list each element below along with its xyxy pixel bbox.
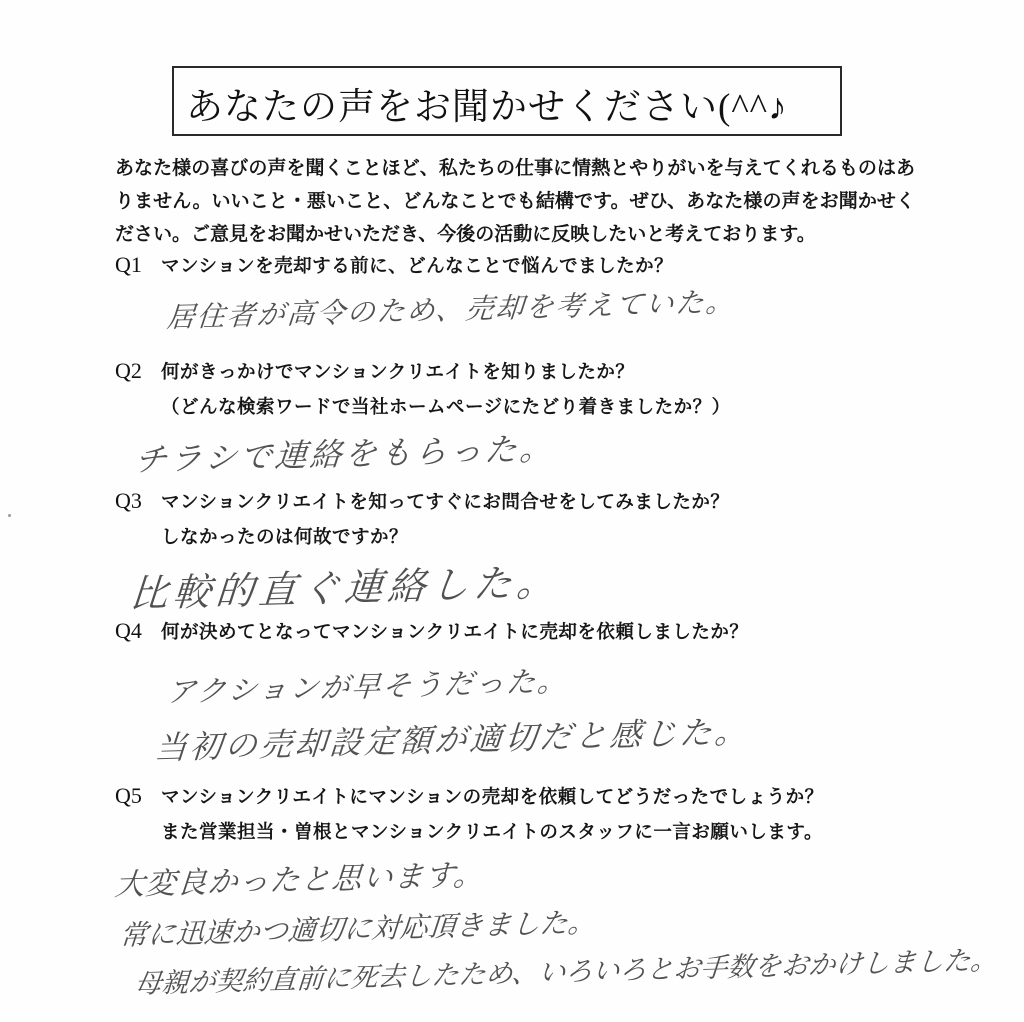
question-text: マンションを売却する前に、どんなことで悩んでましたか？ xyxy=(161,255,674,276)
scan-artifact-dot xyxy=(8,514,11,517)
handwritten-answer: アクションが早そうだった。 xyxy=(165,663,570,710)
handwritten-answer: 母親が契約直前に死去したため、いろいろとお手数をおかけしました。 xyxy=(133,944,999,1001)
question-text: マンションクリエイトにマンションの売却を依頼してどうだったでしょうか？ xyxy=(161,786,824,807)
question-row xyxy=(115,358,995,384)
question-label: Q3 xyxy=(115,488,142,513)
question-text: 何がきっかけでマンションクリエイトを知りましたか？ xyxy=(161,361,635,382)
question-block-q2 xyxy=(115,358,995,481)
title-box xyxy=(172,66,842,136)
handwritten-answer: 大変良かったと思います。 xyxy=(113,857,486,904)
question-label: Q2 xyxy=(115,358,142,383)
question-subtext: また営業担当・曽根とマンションクリエイトのスタッフに一言お願いします。 xyxy=(161,821,823,842)
question-subtext: しなかったのは何故ですか？ xyxy=(161,526,409,547)
question-row xyxy=(115,488,995,514)
question-label: Q5 xyxy=(115,783,142,808)
question-block-q5 xyxy=(113,783,999,1001)
question-text: マンションクリエイトを知ってすぐにお問合せをしてみましたか？ xyxy=(161,491,730,512)
question-label: Q1 xyxy=(115,252,142,277)
question-row xyxy=(115,618,995,644)
intro-paragraph: あなた様の喜びの声を聞くことほど、私たちの仕事に情熱とやりがいを与えてくれるものはありません。いいこと・悪いこと、どんなことでも結構です。ぜひ、あなた様の声をお聞かせください。ご意見をお聞かせいただき、今後の活動に反映したいと考えております。 xyxy=(115,158,915,245)
handwritten-answer: 比較的直ぐ連絡した。 xyxy=(128,559,562,617)
handwritten-answer: チラシで連絡をもらった。 xyxy=(133,429,557,480)
question-row xyxy=(115,252,995,278)
handwritten-answer: 当初の売却設定額が適切だと感じた。 xyxy=(153,712,752,768)
question-label: Q4 xyxy=(115,618,142,643)
question-block-q3 xyxy=(115,488,995,618)
question-text: 何が決めてとなってマンションクリエイトに売却を依頼しましたか？ xyxy=(161,621,749,642)
handwritten-answer: 居住者が高令のため、売却を考えていた。 xyxy=(165,285,737,335)
question-block-q1 xyxy=(115,252,995,336)
handwritten-answer: 常に迅速かつ適切に対応頂きました。 xyxy=(118,905,597,953)
page-title: あなたの声をお聞かせください(^^♪ xyxy=(186,87,788,128)
question-subtext: （どんな検索ワードで当社ホームページにたどり着きましたか？） xyxy=(161,396,731,417)
question-block-q4 xyxy=(115,618,995,769)
question-row xyxy=(115,783,995,809)
